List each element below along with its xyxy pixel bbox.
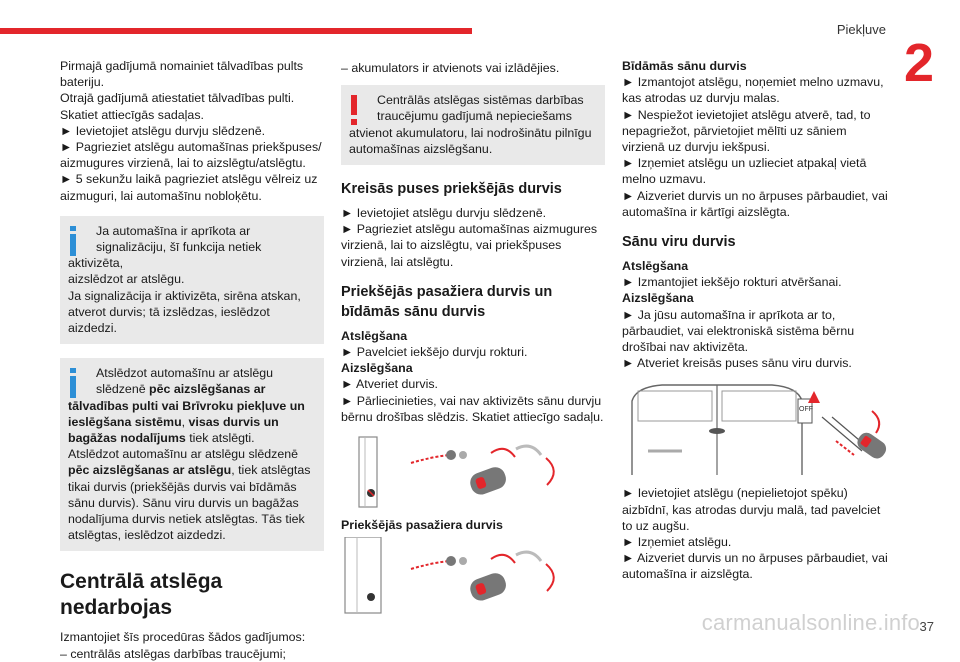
note-text: Atslēdzot automašīnu ar atslēgu [96, 366, 274, 381]
bullet-step: ► Ievietojiet atslēgu durvju slēdzenē. [60, 123, 266, 138]
header-accent-bar [0, 28, 472, 34]
off-switch-label: OFF [799, 406, 813, 414]
bullet-step: ► Izņemiet atslēgu. [622, 535, 732, 550]
chapter-number: 2 [903, 33, 934, 93]
bullet-step: ► Ievietojiet atslēgu (nepielietojot spēku) aizbīdnī, kas atrodas durvju malā, tad pavelciet to uz augšu. [622, 486, 881, 533]
note-bold: pēc aizslēgšanas ar atslēgu [68, 463, 232, 478]
figure-passenger-door-lock [341, 537, 605, 615]
paragraph: Otrajā gadījumā atiestatiet tālvadības pulti. [60, 91, 295, 106]
bullet-step: ► Pavelciet iekšējo durvju rokturi. [341, 345, 528, 360]
note-text: , [181, 414, 189, 429]
note-text: aizslēdzot ar atslēgu. [68, 272, 185, 287]
door-key-illustration [341, 433, 605, 511]
bullet-step: ► Atveriet durvis. [341, 377, 438, 392]
note-text: tiek atslēgti. [185, 431, 255, 446]
paragraph: Izmantojiet šīs procedūras šādos gadījumos: [60, 630, 306, 645]
note-bold: pēc aizslēgšanas ar [149, 382, 266, 397]
paragraph: Pirmajā gadījumā nomainiet tālvadības pults baterіju. [60, 59, 304, 90]
bullet-step: ► Atveriet kreisās puses sānu viru durvis. [622, 356, 852, 371]
section-heading: Centrālā atslēga nedarbojas [60, 570, 223, 620]
bullet-step: ► Pagrieziet atslēgu automašīnas priekšpuses/ aizmugures virzienā, lai to aizslēgtu/atslēgtu. [60, 140, 322, 171]
bullet-step: ► Ja jūsu automašīna ir aprīkota ar to, pārbaudiet, vai elektroniskā sistēma bērnu drošībai nav aktivizēta. [622, 307, 855, 355]
bullet-step: ► Aizveriet durvis un no ārpuses pārbaudiet, vai automašīna ir aizslēgta. [622, 551, 888, 582]
bullet-step: ► 5 sekunžu laikā pagrieziet atslēgu vēlreiz uz aizmuguri, lai automašīnu nobloķētu. [60, 172, 318, 203]
subsection-heading: Sānu viru durvis [622, 234, 736, 251]
paragraph: – akumulators ir atvienots vai izlādējies. [341, 61, 560, 75]
label-heading: Aizslēgšana [341, 361, 413, 376]
note-text: Ja automašīna ir aprīkota ar [96, 223, 251, 238]
bullet-step: ► Pagrieziet atslēgu automašīnas aizmugures virzienā, lai to aizslēgtu, vai priekšpuses virzienā, lai atslēgtu. [341, 222, 598, 269]
note-text: slēdzenē [96, 382, 150, 397]
watermark: carmanualsonline.info [701, 610, 920, 635]
column-2 [341, 60, 605, 615]
subsection-heading: Kreisās puses priekšējās durvis [341, 181, 562, 198]
note-text: , tiek atslēgtas tikai durvis (priekšējās durvis vai bīdāmās sānu durvis). Sānu viru durvis un bagāžas nodalījuma durvis netiek atslēgtas. Tās tiek atslēgtas, ieslēdzot aizdedzi. [68, 463, 311, 543]
bullet-step: ► Nespiežot ievietojiet atslēgu atverē, tad, to nepagriežot, pārvietojiet mēlīti uz sāniem virzienā uz durvju iekšpusi. [622, 107, 871, 155]
note-text: traucējumu gadījumā nepieciešams [377, 109, 572, 124]
label-heading: Atslēgšana [622, 259, 689, 274]
bullet-step: ► Pārliecinieties, vai nav aktivizēts sānu durvju bērnu drošības slēdzis. Skatiet attiecīgo sadaļu. [341, 393, 604, 424]
label-heading: Aizslēgšana [622, 291, 694, 306]
bullet-step: ► Izmantojot atslēgu, noņemiet melno uzmavu, kas atrodas uz durvju malas. [622, 75, 884, 106]
warning-note [341, 85, 605, 165]
column-1 [60, 58, 324, 662]
column-3 [622, 58, 890, 583]
figure-caption: Priekšējās pasažiera durvis [341, 518, 503, 533]
bullet-step: ► Ievietojiet atslēgu durvju slēdzenē. [341, 206, 547, 221]
warning-icon [347, 95, 361, 125]
paragraph: Skatiet attiecīgās sadaļas. [60, 107, 204, 122]
note-bold: visas durvis un bagāžas nodalījums [68, 414, 279, 446]
note-bold: tālvadības pulti vai Brīvroku piekļuve un ieslēgšana sistēmu [68, 398, 305, 429]
section-title: Piekļuve [836, 22, 886, 37]
door-key-illustration [341, 537, 605, 615]
note-text: atvienot akumulatoru, lai nodrošinātu pilnīgu automašīnas aizslēgšanu. [349, 125, 592, 156]
van-rear-illustration [622, 381, 890, 477]
bullet-step: ► Aizveriet durvis un no ārpuses pārbaudiet, vai automašīna ir kārtīgi aizslēgta. [622, 188, 888, 219]
note-text: signalizāciju, šī funkcija netiek aktivizēta, [68, 240, 262, 271]
subsection-heading: Priekšējās pasažiera durvis un bīdāmās sānu durvis [341, 283, 553, 320]
label-heading: Bīdāmās sānu durvis [622, 59, 747, 73]
bullet-step: ► Izņemiet atslēgu un uzlieciet atpakaļ vietā melno uzmavu. [622, 156, 867, 187]
note-text: Ja signalizācija ir aktivizēta, sirēna atskan, atverot durvis; tā izslēdzas, ieslēdzot aizdedzi. [68, 288, 301, 336]
figure-rear-doors [622, 381, 890, 477]
info-icon [66, 226, 80, 256]
page-number: 37 [919, 619, 934, 634]
label-heading: Atslēgšana [341, 328, 408, 343]
info-note [60, 216, 324, 344]
info-icon [66, 368, 80, 398]
paragraph: – centrālās atslēgas darbības traucējumi; [60, 646, 286, 661]
bullet-step: ► Izmantojiet iekšējo rokturi atvēršanai. [622, 275, 842, 290]
info-note [60, 358, 324, 551]
note-text: Atslēdzot automašīnu ar atslēgu slēdzenē [68, 447, 299, 462]
note-text: Centrālās atslēgas sistēmas darbības [377, 93, 584, 108]
figure-driver-door-lock [341, 433, 605, 511]
